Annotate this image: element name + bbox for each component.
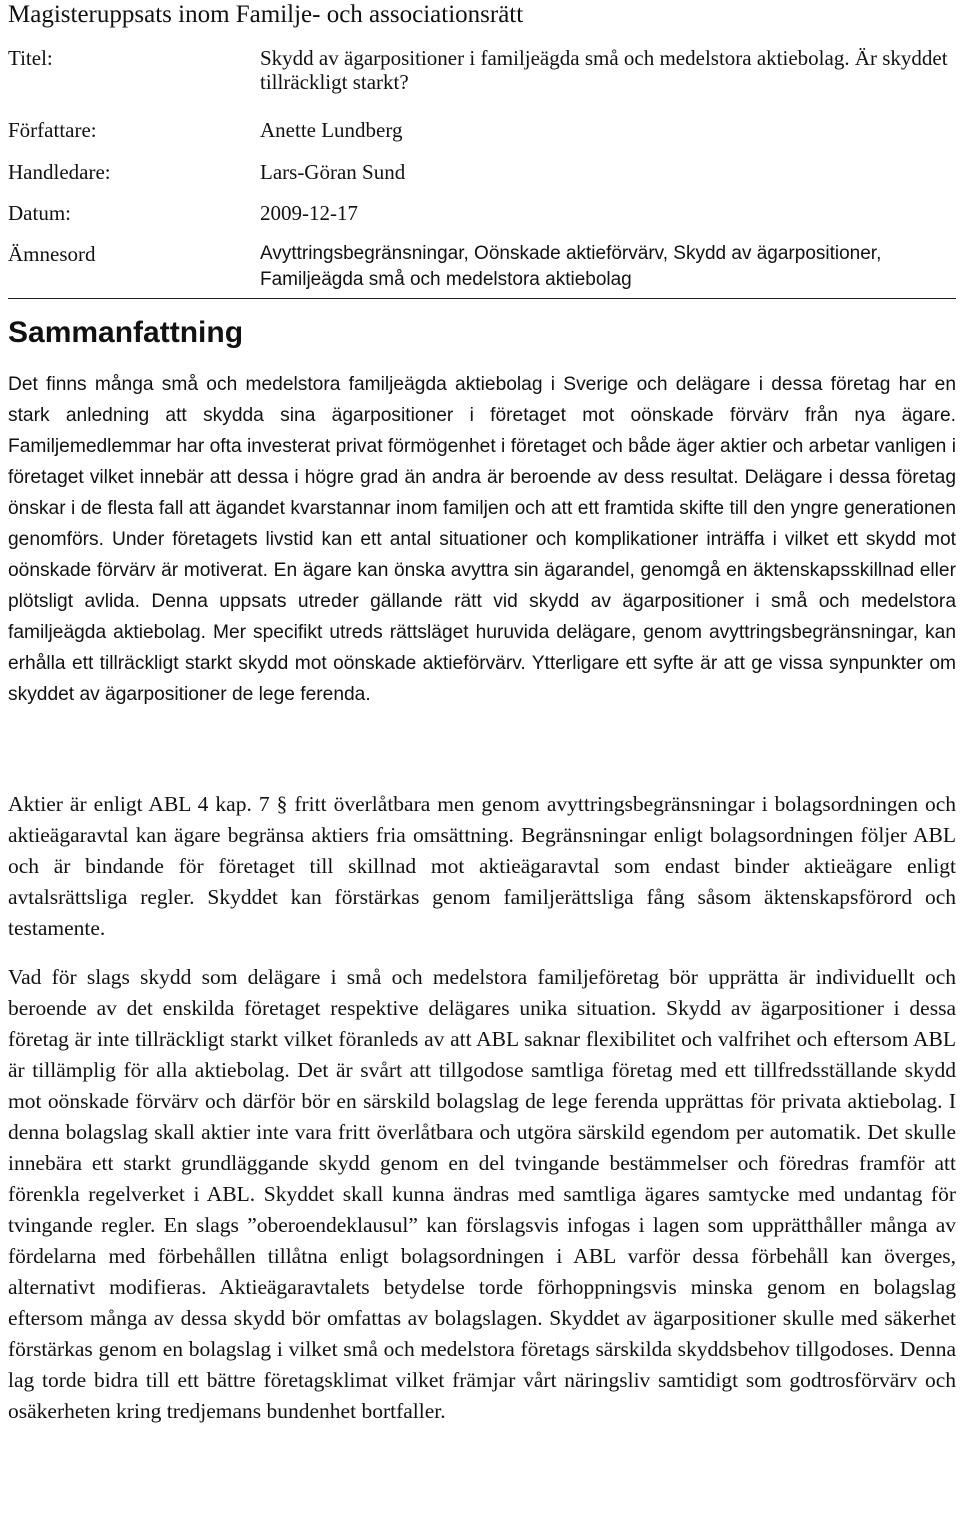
title-label: Titel: bbox=[8, 46, 53, 70]
date-value: 2009-12-17 bbox=[260, 201, 358, 225]
divider-line bbox=[8, 298, 956, 299]
document-heading: Magisteruppsats inom Familje- och associationsrätt bbox=[8, 1, 524, 28]
author-value: Anette Lundberg bbox=[260, 118, 403, 142]
abstract-paragraph-3: Vad för slags skydd som delägare i små och medelstora familjeföretag bör upprätta är individuellt och beroende av det enskilda företaget respektive delägares unika situation. Skydd av ägarpositioner i dessa företag är inte tillräckligt starkt vilket föranleds av att ABL saknar flexibilitet och valfrihet och eftersom ABL är tillämplig för alla aktiebolag. Det är svårt att tillgodose samtliga företag med ett tillfredsställande skydd mot oönskade förvärv och därför bör en särskild bolagslag de lege ferenda upprättas för privata aktiebolag. I denna bolagslag skall aktier inte vara fritt överlåtbara och utgöra särskild egendom per automatik. Det skulle innebära ett starkt grundläggande skydd genom en del tvingande bestämmelser och föredras framför att förenkla regelverket i ABL. Skyddet skall kunna ändras med samtliga ägares samtycke med undantag för tvingande regler. En slags ”oberoendeklausul” kan förslagsvis infogas i lagen som upprätthåller många av fördelarna med förbehållen tillåtna enligt bolagsordningen i ABL varför dessa förbehåll kan överges, alternativt modifieras. Aktieägaravtalets betydelse torde förhoppningsvis minska genom en bolagslag eftersom många av dessa skydd bör omfattas av bolagslagen. Skyddet av ägarpositioner skulle med säkerhet förstärkas genom en bolagslag i vilket små och medelstora företags särskilda skyddsbehov tillgodoses. Denna lag torde bidra till ett bättre företagsklimat vilket främjar vårt näringsliv samtidigt som godtrosförvärv och osäkerheten kring tredjemans bundenhet bortfaller. bbox=[8, 965, 956, 1423]
supervisor-label: Handledare: bbox=[8, 160, 111, 184]
supervisor-value: Lars-Göran Sund bbox=[260, 160, 406, 184]
title-value: Skydd av ägarpositioner i familjeägda små och medelstora aktiebolag. Är skyddet tillräckligt starkt? bbox=[260, 46, 948, 94]
abstract-paragraph-2: Aktier är enligt ABL 4 kap. 7 § fritt överlåtbara men genom avyttringsbegränsningar i bolagsordningen och aktieägaravtal kan ägare begränsa aktiers fria omsättning. Begränsningar enligt bolagsordningen följer ABL och är bindande för företaget till skillnad mot aktieägaravtal som endast binder aktieägare enligt avtalsrättsliga regler. Skyddet kan förstärkas genom familjerättsliga fång såsom äktenskapsförord och testamente. bbox=[8, 792, 956, 940]
section-title: Sammanfattning bbox=[8, 316, 244, 349]
keywords-label: Ämnesord bbox=[8, 242, 96, 266]
keywords-value: Avyttringsbegränsningar, Oönskade aktieförvärv, Skydd av ägarpositioner, Familjeägda små och medelstora aktiebolag bbox=[260, 243, 882, 290]
author-label: Författare: bbox=[8, 118, 97, 142]
date-label: Datum: bbox=[8, 201, 71, 225]
abstract-paragraph-1: Det finns många små och medelstora familjeägda aktiebolag i Sverige och delägare i dessa företag har en stark anledning att skydda sina ägarpositioner i företaget mot oönskade förvärv från nya ägare. Familjemedlemmar har ofta investerat privat förmögenhet i företaget och både äger aktier och arbetar vanligen i företaget vilket innebär att dessa i högre grad än andra är beroende av dess resultat. Delägare i dessa företag önskar i de flesta fall att ägandet kvarstannar inom familjen och att ett framtida skifte till den yngre generationen genomförs. Under företagets livstid kan ett antal situationer och komplikationer inträffa i vilket ett skydd mot oönskade förvärv är motiverat. En ägare kan önska avyttra sin ägarandel, genomgå en äktenskapsskillnad eller plötsligt avlida. Denna uppsats utreder gällande rätt vid skydd av ägarpositioner i små och medelstora familjeägda aktiebolag. Mer specifikt utreds rättsläget huruvida delägare, genom avyttringsbegränsningar, kan erhålla ett tillräckligt starkt skydd mot oönskade aktieförvärv. Ytterligare ett syfte är att ge vissa synpunkter om skyddet av ägarpositioner de lege ferenda. bbox=[8, 374, 956, 705]
